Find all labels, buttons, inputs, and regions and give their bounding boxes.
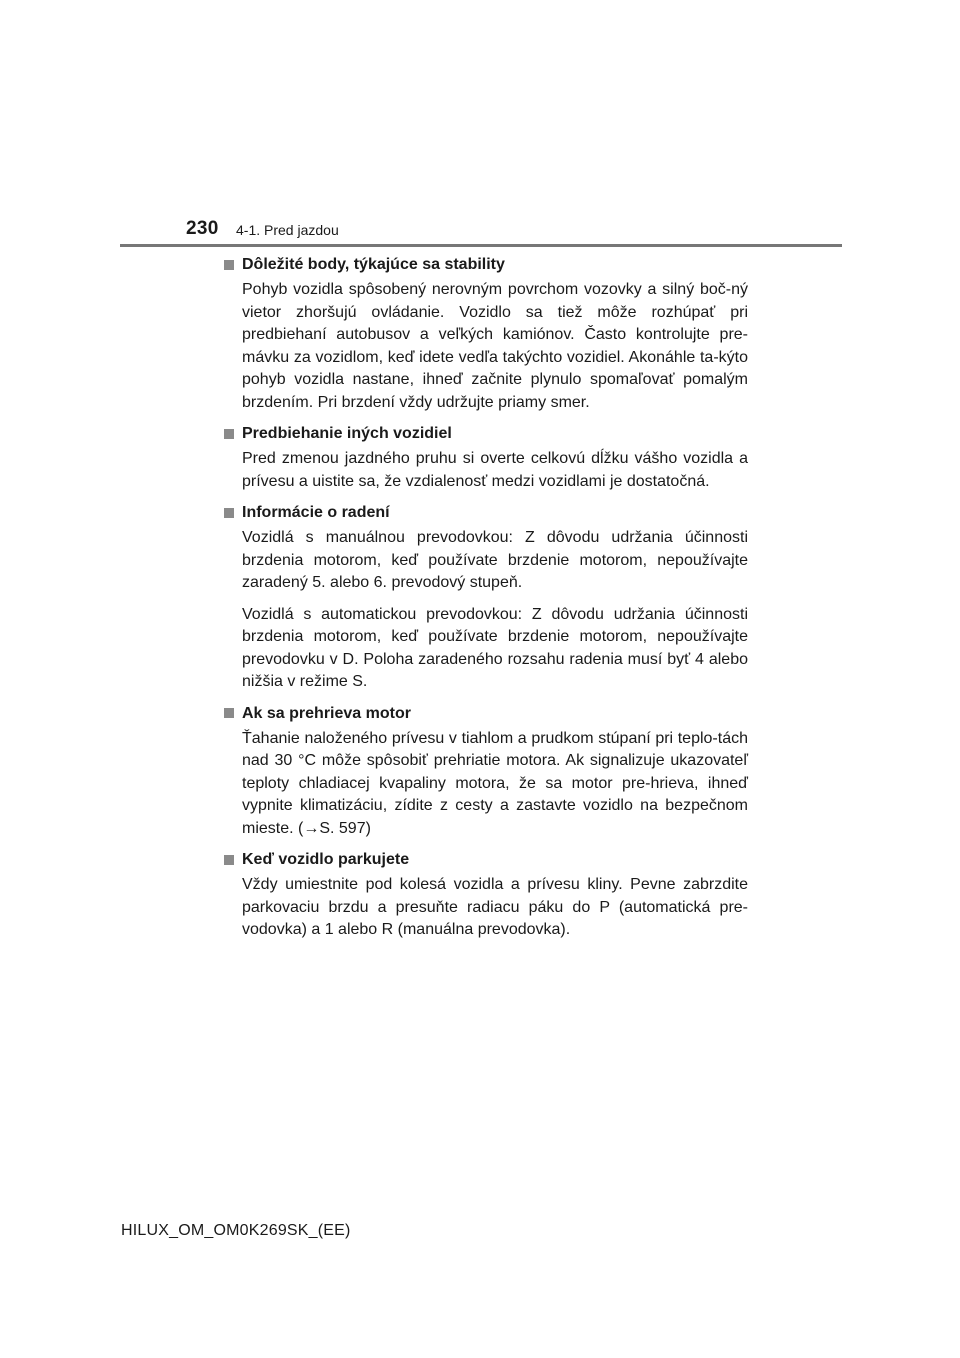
header-rule <box>120 244 842 247</box>
square-bullet-icon <box>224 260 234 270</box>
square-bullet-icon <box>224 429 234 439</box>
section-heading-text: Informácie o radení <box>242 504 390 521</box>
section-heading <box>224 501 748 524</box>
section-heading-text: Predbiehanie iných vozidiel <box>242 425 452 442</box>
section-heading <box>224 848 748 871</box>
square-bullet-icon <box>224 855 234 865</box>
section-parking <box>224 848 748 942</box>
section-shifting <box>224 501 748 694</box>
section-heading-text: Keď vozidlo parkujete <box>242 851 410 868</box>
section-paragraph: Pohyb vozidla spôsobený nerovným povrchom vozovky a silný boč-ný vietor zhoršujú ovládanie. Vozidlo sa tiež môže rozhúpať pri predbiehaní autobusov a veľkých kamiónov. Často kontrolujte pre-mávku za vozidlom, keď idete vedľa takýchto vozidiel. Akonáhle ta-kýto pohyb vozidla nastane, ihneď začnite plynulo spomaľovať pomalým brzdením. Pri brzdení vždy udržujte priamy smer. <box>242 281 748 411</box>
square-bullet-icon <box>224 508 234 518</box>
section-overheating <box>224 702 748 841</box>
chapter-title: 4-1. Pred jazdou <box>236 222 339 238</box>
square-bullet-icon <box>224 708 234 718</box>
section-stability <box>224 253 748 414</box>
section-heading <box>224 702 748 725</box>
section-paragraph: Vždy umiestnite pod kolesá vozidla a prívesu kliny. Pevne zabrzdite parkovaciu brzdu a presuňte radiacu páku do P (automatická pre-vodovka) a 1 alebo R (manuálna prevodovka). <box>242 876 748 938</box>
section-paragraph: Vozidlá s automatickou prevodovkou: Z dôvodu udržania účinnosti brzdenia motorom, keď používate brzdenie motorom, nepoužívajte prevodovku v D. Poloha zaradeného rozsahu radenia musí byť 4 alebo nižšia v režime S. <box>242 605 748 690</box>
section-heading <box>224 253 748 276</box>
footer-document-code: HILUX_OM_OM0K269SK_(EE) <box>121 1222 351 1239</box>
section-heading-text: Ak sa prehrieva motor <box>242 704 411 722</box>
section-paragraph: Ťahanie naloženého prívesu v tiahlom a prudkom stúpaní pri teplo-tách nad 30 °C môže spôsobiť prehriatie motora. Ak signalizuje ukazovateľ teploty chladiacej kvapaliny motora, že sa motor pre-hrieva, ihneď vypnite klimatizáciu, zídite z cesty a zastavte vozidlo na bezpečnom mieste. (→S. 597) <box>242 729 748 837</box>
page-number: 230 <box>186 218 219 239</box>
section-heading-text: Dôležité body, týkajúce sa stability <box>242 256 505 273</box>
section-heading <box>224 422 748 445</box>
section-paragraph: Vozidlá s manuálnou prevodovkou: Z dôvodu udržania účinnosti brzdenia motorom, keď používate brzdenie motorom, nepoužívajte zaradený 5. alebo 6. prevodový stupeň. <box>242 529 748 591</box>
section-overtaking <box>224 422 748 493</box>
content <box>224 253 748 950</box>
section-paragraph: Pred zmenou jazdného pruhu si overte celkovú dĺžku vášho vozidla a prívesu a uistite sa, že vzdialenosť medzi vozidlami je dostatočná. <box>242 450 748 490</box>
